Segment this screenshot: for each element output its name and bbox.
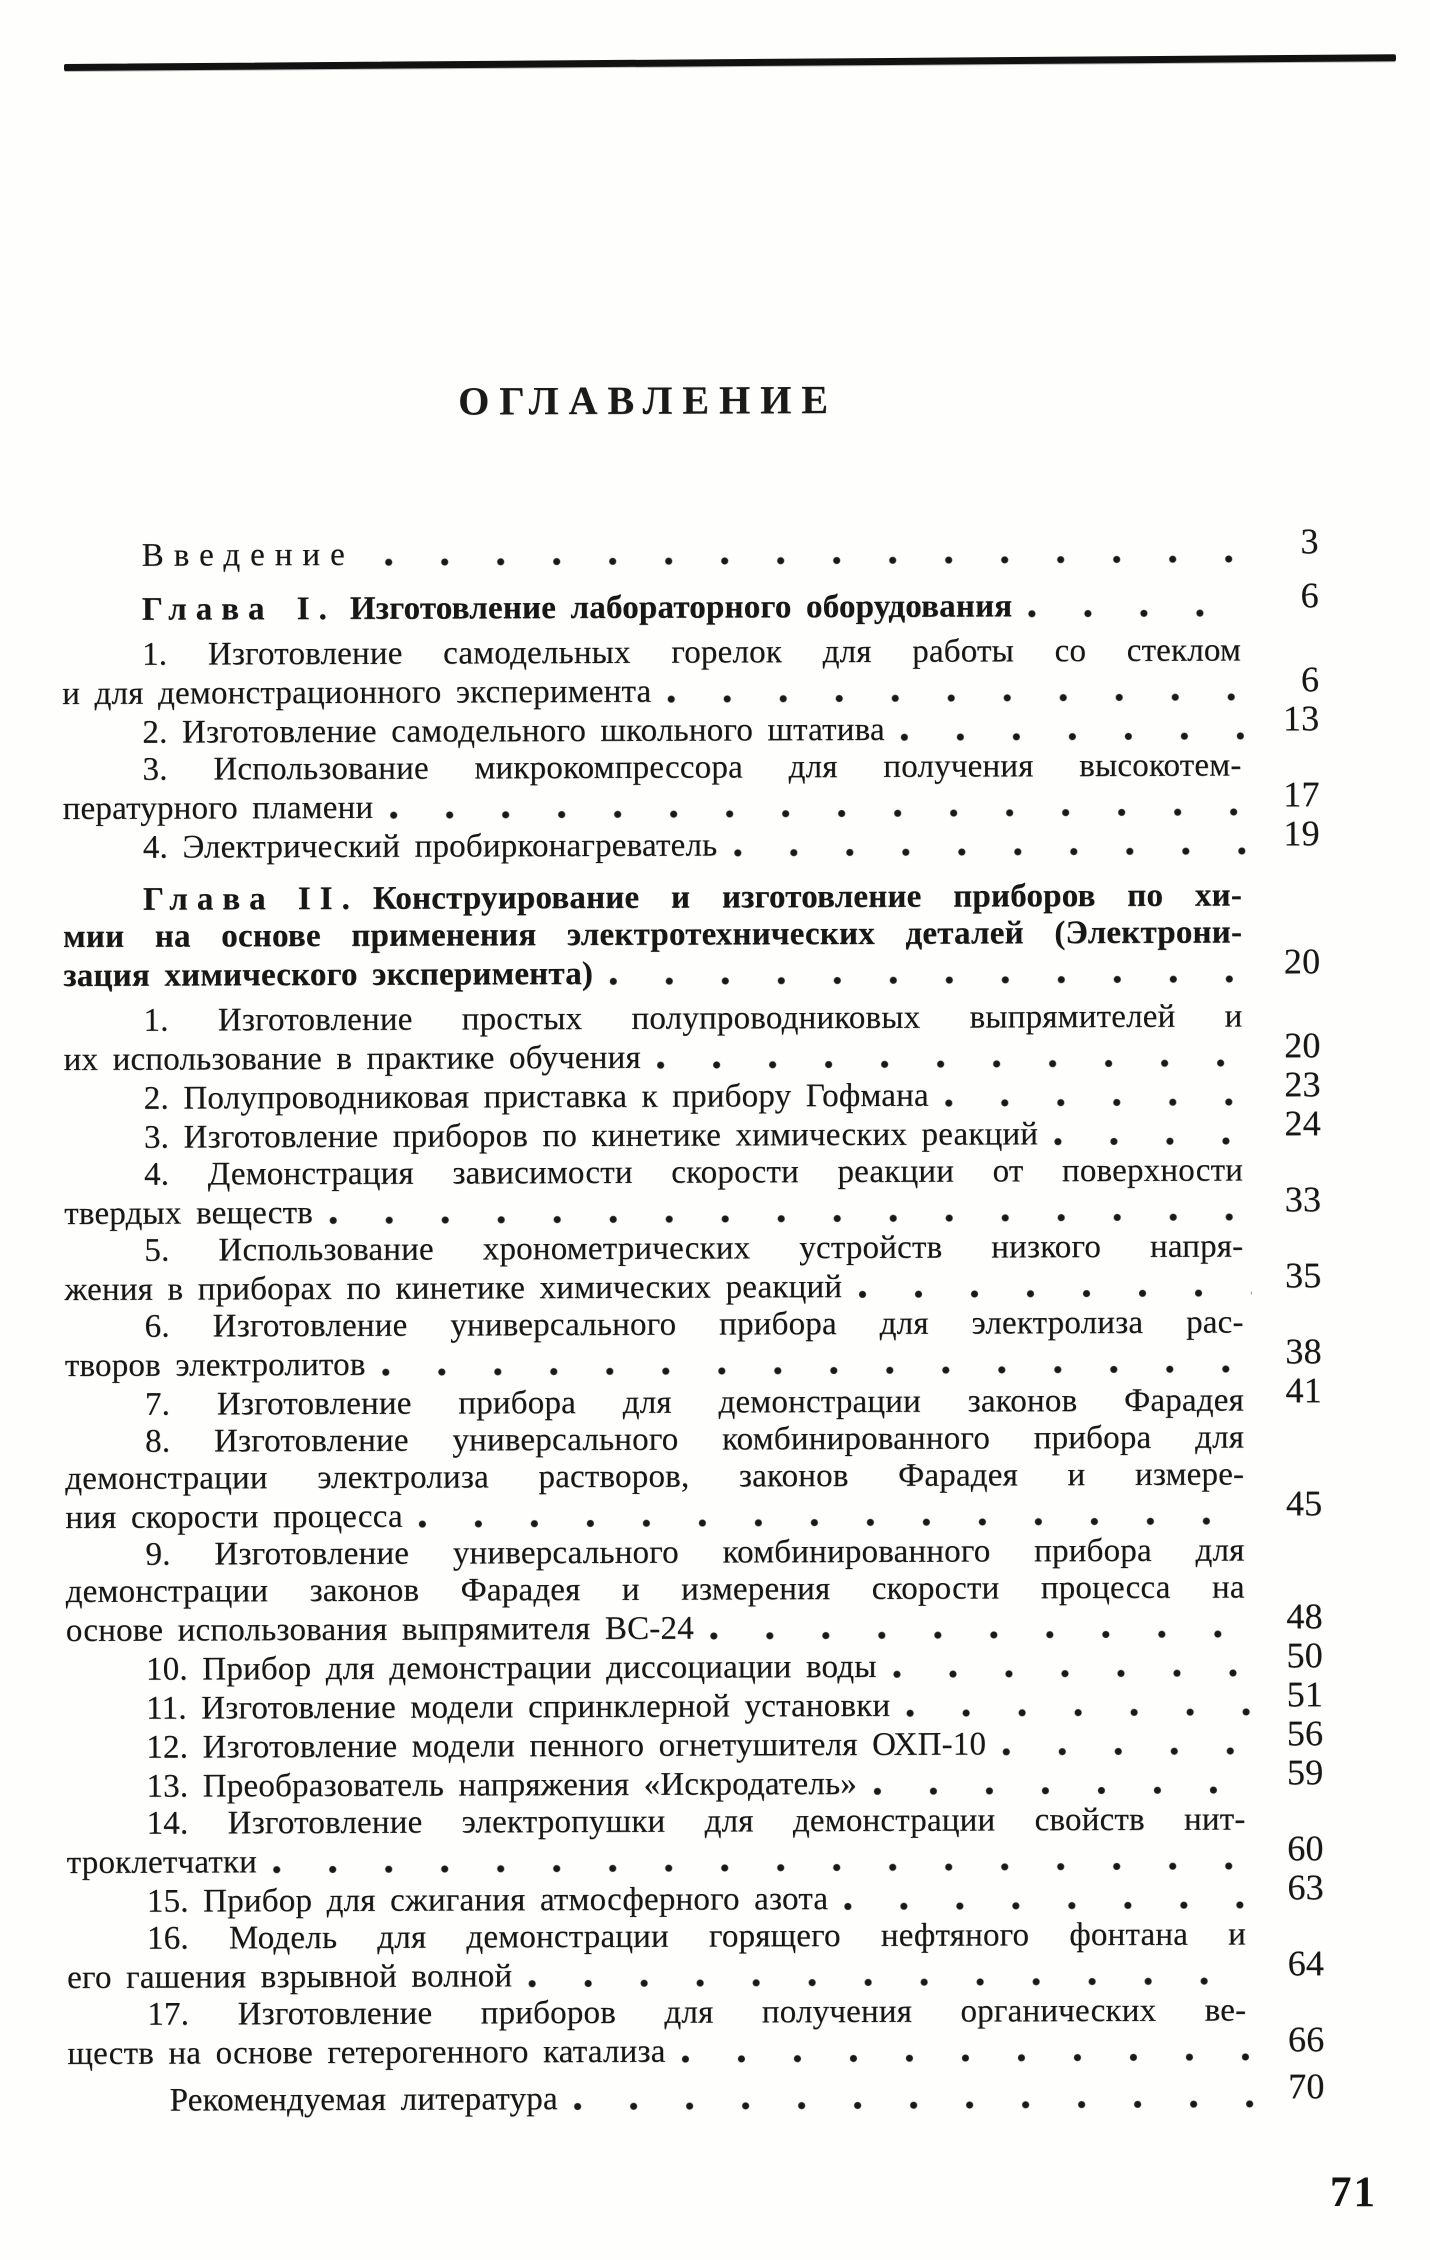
page-number: 33 — [1284, 1179, 1322, 1220]
toc-line — [65, 1419, 1322, 1461]
toc-line — [64, 1103, 1321, 1157]
page-number: 66 — [1287, 2019, 1325, 2060]
toc-entry-text: 5. Использование хронометрических устройств низкого напря- — [144, 1228, 1244, 1269]
page-number: 6 — [1300, 575, 1319, 616]
dot-leader — [657, 1058, 1251, 1069]
toc-line — [66, 1713, 1324, 1767]
dot-leader — [609, 974, 1250, 985]
toc-entry-text: 17. Изготовление приборов для получения органических ве- — [147, 1992, 1247, 2033]
dot-leader — [733, 846, 1249, 857]
toc-line — [63, 941, 1321, 995]
toc-entry-text: 4. Электрический пробирконагреватель — [142, 827, 718, 866]
toc-entry-text: и для демонстрационного эксперимента — [62, 673, 652, 713]
toc-entry-text: 9. Изготовление универсального комбинированного прибора для — [145, 1532, 1245, 1573]
page-number: 23 — [1284, 1064, 1321, 1105]
page-number: 60 — [1287, 1828, 1324, 1869]
dot-leader — [574, 2099, 1255, 2111]
page-number: 13 — [1282, 698, 1320, 739]
toc-entry-text: ществ на основе гетерогенного катализа — [67, 2033, 666, 2072]
dot-leader — [273, 1861, 1254, 1874]
toc-line — [65, 1483, 1323, 1537]
dot-leader — [382, 1364, 1252, 1376]
page-number: 38 — [1285, 1331, 1322, 1372]
page-number: 51 — [1286, 1674, 1324, 1715]
toc-entry-text: 15. Прибор для сжигания атмосферного азота — [146, 1881, 829, 1920]
toc-line — [67, 1867, 1324, 1921]
toc-entry-prefix: Глава II. — [142, 880, 359, 918]
toc-line — [62, 659, 1320, 713]
toc-entry-text: 8. Изготовление универсального комбинированного прибора для — [145, 1419, 1245, 1460]
toc-entry-prefix: Глава I. — [141, 590, 336, 628]
toc-entry-text: 1. Изготовление простых полупроводниковых выпрямителей и — [143, 998, 1243, 1039]
dot-leader — [385, 554, 1249, 566]
toc-line — [64, 1228, 1321, 1270]
page-number: 41 — [1285, 1370, 1322, 1411]
dot-leader — [844, 1900, 1254, 1911]
dot-leader — [528, 1976, 1254, 1988]
toc-entry-text: твердых веществ — [64, 1195, 314, 1232]
toc-line — [63, 998, 1320, 1040]
dot-leader — [667, 692, 1249, 703]
toc-entry-text: 3. Изготовление приборов по кинетике химических реакций — [143, 1116, 1039, 1156]
toc-line — [67, 2019, 1325, 2073]
page-number: 20 — [1283, 941, 1321, 982]
toc-line — [66, 1569, 1323, 1611]
page-number: 56 — [1286, 1713, 1324, 1754]
toc-entry-text: троклетчатки — [66, 1844, 258, 1881]
toc-line — [62, 632, 1319, 674]
toc-line — [65, 1370, 1322, 1424]
dot-leader — [329, 1212, 1251, 1225]
toc-line — [67, 1916, 1324, 1958]
toc-line — [66, 1674, 1324, 1728]
toc-line — [65, 1596, 1323, 1650]
dot-leader — [389, 807, 1249, 819]
toc-entry-text: 2. Изготовление самодельного школьного штатива — [142, 711, 885, 751]
toc-entry-text: 12. Изготовление модели пенного огнетушителя ОХП-10 — [146, 1726, 987, 1766]
dot-leader — [682, 2052, 1255, 2063]
toc-line — [64, 1179, 1322, 1233]
toc-entry-text: демонстрации законов Фарадея и измерения скорости процесса на — [65, 1569, 1245, 1610]
toc-line — [63, 877, 1320, 919]
dot-leader — [945, 1097, 1251, 1107]
dot-leader — [1028, 608, 1249, 618]
table-of-contents — [62, 521, 1325, 2120]
dot-leader — [858, 1288, 1251, 1299]
toc-line — [67, 1943, 1325, 1997]
dot-leader — [901, 731, 1250, 741]
toc-line — [63, 1025, 1321, 1079]
page-number: 3 — [1300, 521, 1319, 562]
page-number: 59 — [1286, 1752, 1324, 1793]
toc-entry-text: ния скорости процесса — [65, 1498, 403, 1536]
toc-entry-text: зация химического эксперимента) — [63, 955, 594, 994]
dot-leader — [1002, 1746, 1253, 1756]
toc-entry-text: 3. Использование микрокомпрессора для получения высокотем- — [142, 747, 1242, 788]
page-number: 17 — [1283, 774, 1320, 815]
toc-line — [63, 813, 1320, 867]
toc-line — [64, 1152, 1321, 1194]
toc-entry-text: 1. Изготовление самодельных горелок для работы со стеклом — [141, 632, 1242, 673]
dot-leader — [710, 1629, 1253, 1640]
toc-entry-text: 10. Прибор для демонстрации диссоциации воды — [145, 1648, 877, 1688]
dot-leader — [906, 1707, 1253, 1717]
toc-entry-text: основе использования выпрямителя ВС-24 — [65, 1610, 694, 1649]
toc-entry-text: 11. Изготовление модели спринклерной установки — [146, 1687, 891, 1727]
toc-entry-text: Рекомендуемая литература — [169, 2081, 558, 2119]
page-number: 19 — [1283, 813, 1320, 854]
dot-leader — [873, 1785, 1253, 1795]
toc-line — [62, 747, 1319, 789]
page-title: ОГЛАВЛЕНИЕ — [458, 377, 839, 424]
toc-entry-text: мии на основе применения электротехнических деталей (Электрони- — [63, 914, 1243, 955]
toc-entry-text: 4. Демонстрация зависимости скорости реакции от поверхности — [143, 1152, 1244, 1193]
toc-line — [65, 1456, 1322, 1498]
toc-entry-text: 7. Изготовление прибора для демонстрации законов Фарадея — [144, 1382, 1244, 1423]
page-content — [60, 0, 1325, 2120]
toc-line — [62, 698, 1320, 752]
toc-line — [66, 1635, 1323, 1689]
page-number: 6 — [1300, 659, 1320, 700]
toc-entry-text: 2. Полупроводниковая приставка к прибору Гофмана — [143, 1077, 929, 1117]
toc-line — [65, 1532, 1322, 1574]
toc-line — [65, 1304, 1322, 1346]
toc-entry-text: 13. Преобразователь напряжения «Искродатель» — [146, 1765, 858, 1805]
toc-line — [62, 575, 1319, 629]
toc-entry-text: творов электролитов — [64, 1346, 366, 1384]
toc-entry-text: 16. Модель для демонстрации горящего нефтяного фонтана и — [146, 1916, 1247, 1957]
toc-line — [67, 1992, 1324, 2034]
page-number: 45 — [1285, 1483, 1323, 1524]
toc-entry-text: их использование в практике обучения — [63, 1039, 641, 1078]
page-number: 24 — [1284, 1103, 1321, 1144]
toc-entry-text: 6. Изготовление универсального прибора для электролиза рас- — [144, 1304, 1244, 1345]
toc-line — [66, 1828, 1324, 1882]
page-number: 20 — [1284, 1025, 1321, 1066]
page-number: 70 — [1288, 2066, 1325, 2107]
toc-line — [63, 914, 1320, 956]
toc-entry-text: жения в приборах по кинетике химических реакций — [64, 1269, 843, 1308]
toc-line — [62, 521, 1319, 575]
page-number: 35 — [1284, 1255, 1322, 1296]
dot-leader — [419, 1516, 1253, 1528]
dot-leader — [893, 1668, 1253, 1678]
page-number: 48 — [1286, 1596, 1323, 1637]
toc-line — [66, 1801, 1323, 1843]
page-number: 50 — [1286, 1635, 1323, 1676]
toc-entry-text: Конструирование и изготовление приборов по хи- — [372, 877, 1243, 917]
toc-line — [66, 1752, 1324, 1806]
toc-line — [64, 1331, 1322, 1385]
toc-entry-text: демонстрации электролиза растворов, законов Фарадея и измере- — [65, 1456, 1245, 1497]
toc-line — [64, 1255, 1322, 1309]
toc-entry-text: пературного пламени — [62, 789, 374, 828]
dot-leader — [1054, 1136, 1251, 1146]
toc-entry-text: Изготовление лабораторного оборудования — [349, 588, 1013, 627]
toc-line — [64, 1064, 1321, 1118]
toc-line — [68, 2066, 1325, 2120]
page-number: 63 — [1287, 1867, 1324, 1908]
toc-entry-text: 14. Изготовление электропушки для демонстрации свойств нит- — [146, 1801, 1246, 1842]
page-number: 64 — [1287, 1943, 1325, 1984]
toc-entry-prefix: Введение — [141, 536, 355, 574]
toc-entry-text: его гашения взрывной волной — [67, 1958, 513, 1996]
toc-line — [62, 774, 1320, 828]
folio-page-number: 71 — [1330, 2169, 1377, 2216]
